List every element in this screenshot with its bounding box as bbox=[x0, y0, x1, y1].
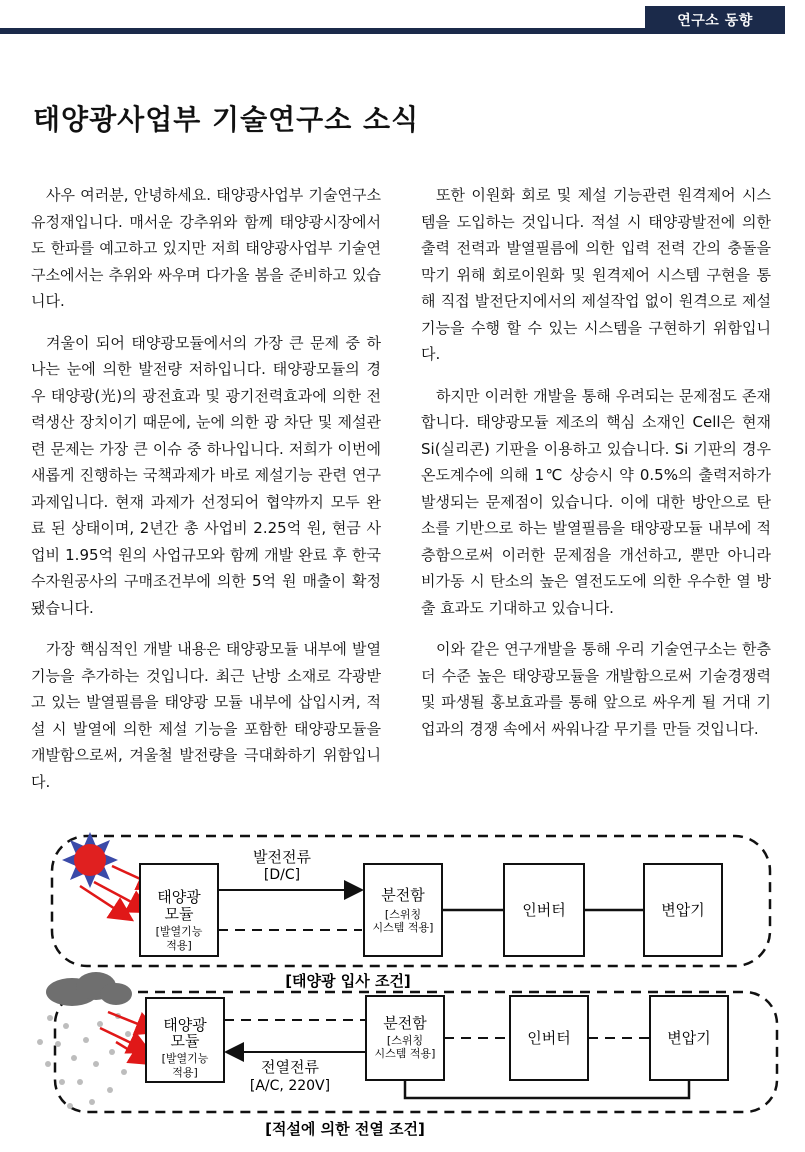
paragraph: 사우 여러분, 안녕하세요. 태양광사업부 기술연구소 유정재입니다. 매서운 강추위와 함께 태양광시장에서도 한파를 예고하고 있지만 저희 태양광사업부 기술연구소에서는 추위와 싸우며 다가올 봄을 준비하고 있습니다. bbox=[31, 186, 381, 310]
bottom-transformer-label: 변압기 bbox=[667, 1029, 711, 1047]
left-column bbox=[31, 182, 381, 810]
bottom-module-line1: 태양광 bbox=[163, 1016, 207, 1034]
section-tab: 연구소 동향 bbox=[645, 6, 785, 34]
bottom-flow-label: 전열전류 bbox=[261, 1058, 319, 1076]
bottom-flow-sub: [A/C, 220V] bbox=[249, 1078, 331, 1094]
top-flow-sub: [D/C] bbox=[263, 867, 301, 883]
bottom-switch-sub1: [스위칭 bbox=[386, 1034, 424, 1047]
top-module-sub2: 적용] bbox=[166, 939, 192, 952]
top-switch-sub2: 시스템 적용] bbox=[372, 921, 434, 934]
top-module-line2: 모듈 bbox=[164, 905, 194, 923]
top-switch-title: 분전함 bbox=[381, 886, 425, 904]
paragraph: 또한 이원화 회로 및 제설 기능관련 원격제어 시스템을 도입하는 것입니다. 적설 시 태양광발전에 의한 출력 전력과 발열필름에 의한 입력 전력 간의 충돌을 막기 위해 회로이원화 및 원격제어 시스템 구현을 통해 직접 발전단지에서의 제설작업 없이 원격으로 제설 기능을 수행 할 수 있는 시스템을 구현하기 위함입니다. bbox=[421, 186, 771, 363]
snow-cloud-icon bbox=[37, 972, 132, 1109]
bottom-module-line2: 모듈 bbox=[170, 1032, 200, 1050]
bottom-module-sub2: 적용] bbox=[172, 1066, 198, 1079]
top-transformer-label: 변압기 bbox=[661, 901, 705, 919]
sun-icon bbox=[62, 832, 118, 888]
paragraph: 가장 핵심적인 개발 내용은 태양광모듈 내부에 발열기능을 추가하는 것입니다. 최근 난방 소재로 각광받고 있는 발열필름을 태양광 모듈 내부에 삽입시켜, 적설 시 발열에 의한 제설 기능을 포함한 태양광모듈을 개발함으로써, 겨울철 발전량을 극대화하기 위함입니다. bbox=[31, 640, 381, 791]
bottom-switch-sub2: 시스템 적용] bbox=[374, 1047, 436, 1060]
top-module-line1: 태양광 bbox=[157, 888, 201, 906]
top-module-sub1: [발열기능 bbox=[155, 925, 203, 938]
bottom-inverter-label: 인버터 bbox=[527, 1029, 571, 1047]
top-flow-label: 발전전류 bbox=[253, 848, 311, 866]
top-caption: [태양광 입사 조건] bbox=[285, 972, 411, 990]
paragraph: 겨울이 되어 태양광모듈에서의 가장 큰 문제 중 하나는 눈에 의한 발전량 저하입니다. 태양광모듈의 경우 태양광(光)의 광전효과 및 광기전력효과에 의한 전력생산 장치이기 때문에, 눈에 의한 광 차단 및 제설관련 문제는 가장 큰 이슈 중 하나입니다. 저희가 이번에 새롭게 진행하는 국책과제가 바로 제설기능 관련 연구과제입니다. 현재 과제가 선정되어 협약까지 모두 완료 된 상태이며, 2년간 총 사업비 2.25억 원, 현금 사업비 1.95억 원의 사업규모와 함께 개발 완료 후 한국수자원공사의 구매조건부에 의한 5억 원 매출이 확정됐습니다. bbox=[31, 333, 381, 617]
paragraph: 이와 같은 연구개발을 통해 우리 기술연구소는 한층 더 수준 높은 태양광모듈을 개발함으로써 기술경쟁력 및 파생될 홍보효과를 통해 앞으로 싸우게 될 거대 기업과의 경쟁 속에서 싸워나갈 무기를 만들 것입니다. bbox=[421, 640, 771, 738]
page-title: 태양광사업부 기술연구소 소식 bbox=[33, 103, 420, 136]
system-diagram bbox=[0, 820, 805, 1152]
bottom-grid-return-line bbox=[405, 1080, 689, 1098]
paragraph: 하지만 이러한 개발을 통해 우려되는 문제점도 존재합니다. 태양광모듈 제조의 핵심 소재인 Cell은 현재 Si(실리콘) 기판을 이용하고 있습니다. Si 기판의 경우 온도계수에 의해 1℃ 상승시 약 0.5%의 출력저하가 발생되는 문제점이 있습니다. 이에 대한 방안으로 탄소를 기반으로 하는 발열필름을 태양광모듈 내부에 적층함으로써 이러한 문제점을 개선하고, 뿐만 아니라 비가동 시 탄소의 높은 열전도도에 의한 우수한 열 방출 효과도 기대하고 있습니다. bbox=[421, 386, 771, 617]
bottom-caption: [적설에 의한 전열 조건] bbox=[265, 1120, 425, 1138]
right-column bbox=[421, 182, 771, 757]
bottom-module-sub1: [발열기능 bbox=[161, 1052, 209, 1065]
top-inverter-label: 인버터 bbox=[522, 901, 566, 919]
bottom-switch-title: 분전함 bbox=[383, 1014, 427, 1032]
top-switch-sub1: [스위칭 bbox=[384, 908, 422, 921]
diagram-svg bbox=[0, 820, 805, 1152]
